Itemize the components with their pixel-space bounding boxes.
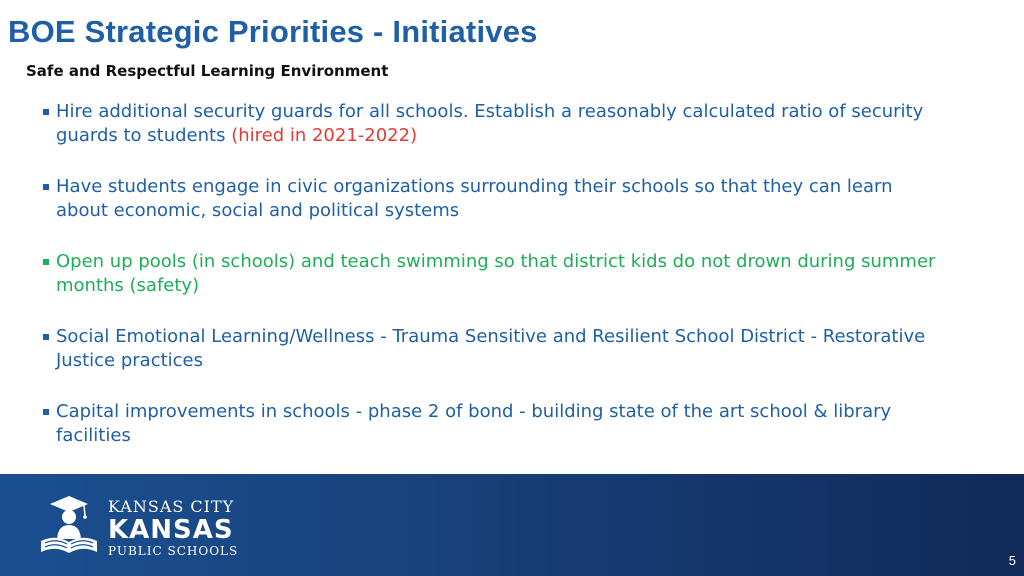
slide-subtitle: Safe and Respectful Learning Environment bbox=[26, 62, 389, 80]
logo-line-kansas: KANSAS bbox=[108, 515, 234, 545]
square-bullet-icon bbox=[43, 184, 49, 190]
square-bullet-icon bbox=[43, 109, 49, 115]
bullet-text: Capital improvements in schools - phase 2 of bond - building state of the art school & library facilities bbox=[56, 401, 892, 446]
logo-line-public-schools: PUBLIC SCHOOLS bbox=[108, 544, 239, 558]
bullet-item-social-emotional-learning bbox=[40, 325, 940, 373]
square-bullet-icon bbox=[43, 334, 49, 340]
bullet-item-civic-organizations bbox=[40, 175, 940, 223]
district-logo-text bbox=[108, 498, 238, 558]
graduate-book-logo-icon bbox=[36, 492, 102, 558]
page-number: 5 bbox=[1008, 553, 1016, 568]
bullet-item-security-guards bbox=[40, 100, 940, 148]
initiatives-list bbox=[40, 100, 940, 475]
logo-line-city: KANSAS CITY bbox=[108, 497, 235, 516]
bullet-text: Hire additional security guards for all schools. Establish a reasonably calculated ratio of security guards to students bbox=[56, 101, 924, 146]
bullet-item-capital-improvements bbox=[40, 400, 940, 448]
footer-banner bbox=[0, 474, 1024, 576]
bullet-text: Open up pools (in schools) and teach swimming so that district kids do not drown during summer months (safety) bbox=[56, 251, 936, 296]
bullet-item-pools-swimming bbox=[40, 250, 940, 298]
square-bullet-icon bbox=[43, 259, 49, 265]
square-bullet-icon bbox=[43, 409, 49, 415]
bullet-text: Have students engage in civic organizations surrounding their schools so that they can learn about economic, social and political systems bbox=[56, 176, 893, 221]
bullet-text: Social Emotional Learning/Wellness - Trauma Sensitive and Resilient School District - Restorative Justice practices bbox=[56, 326, 926, 371]
hired-note: (hired in 2021-2022) bbox=[231, 125, 418, 146]
slide-title: BOE Strategic Priorities - Initiatives bbox=[8, 14, 538, 49]
